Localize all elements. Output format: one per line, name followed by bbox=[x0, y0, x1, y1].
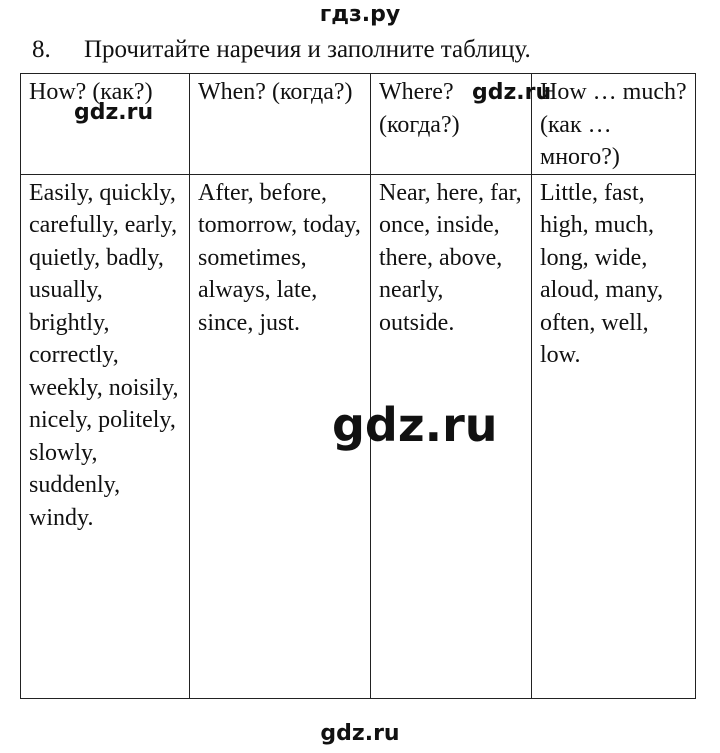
column-header-how-much: How … much? (как … много?) bbox=[532, 74, 696, 175]
cell-where-adverbs: Near, here, far, once, inside, there, above, nearly, outside. bbox=[371, 174, 532, 698]
site-header: гдз.ру bbox=[319, 2, 401, 27]
cell-when-adverbs: After, before, tomorrow, today, sometimes, always, late, since, just. bbox=[190, 174, 371, 698]
adverbs-table bbox=[20, 73, 696, 699]
cell-how-much-adverbs: Little, fast, high, much, long, wide, aloud, many, often, well, low. bbox=[532, 174, 696, 698]
watermark-gdz-small-left: gdz.ru bbox=[74, 100, 154, 125]
cell-how-adverbs: Easily, quickly, carefully, early, quietly, badly, usually, brightly, correctly, weekly, noisily, nicely, politely, slowly, suddenly, windy. bbox=[21, 174, 190, 698]
watermark-gdz-large: gdz.ru bbox=[332, 398, 498, 452]
column-header-how: How? (как?) bbox=[21, 74, 190, 175]
task-heading bbox=[32, 34, 531, 66]
task-number: 8. bbox=[32, 36, 51, 63]
column-header-where: Where? (когда?) bbox=[371, 74, 532, 175]
task-instruction: Прочитайте наречия и заполните таблицу. bbox=[84, 36, 531, 63]
column-header-when: When? (когда?) bbox=[190, 74, 371, 175]
watermark-gdz-small-right: gdz.ru bbox=[472, 80, 552, 105]
watermark-gdz-footer: gdz.ru bbox=[320, 721, 400, 746]
